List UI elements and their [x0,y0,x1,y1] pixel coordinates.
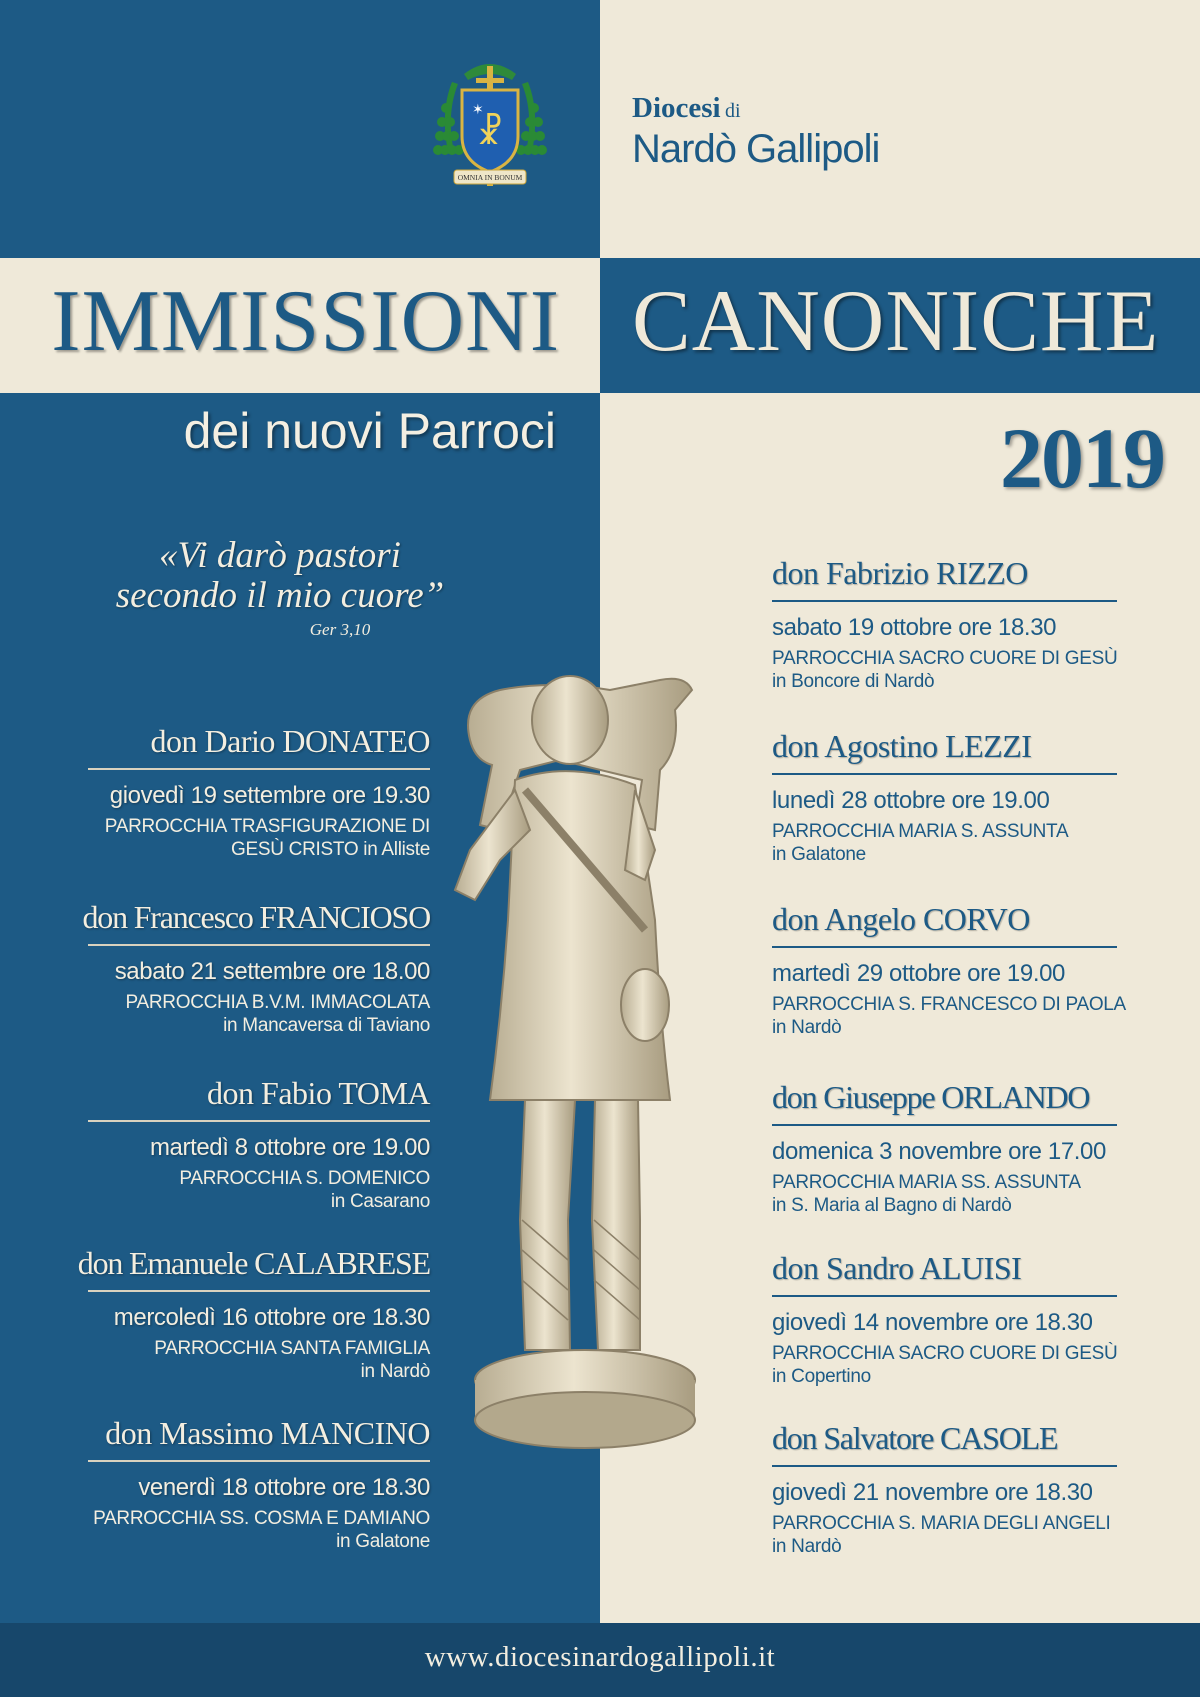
diocese-logo [632,92,952,169]
divider [88,1120,430,1122]
left-entry [20,898,430,1037]
title-immissioni: IMMISSIONI [51,273,560,370]
parish-name: PARROCCHIA S. DOMENICO [179,1168,430,1189]
website-link[interactable]: www.diocesinardogallipoli.it [424,1641,776,1673]
priest-name: don Salvatore CASOLE [772,1420,1058,1456]
ceremony-date: lunedì 28 ottobre ore 19.00 [772,787,1050,814]
parish-name: PARROCCHIA B.V.M. IMMACOLATA [125,992,430,1013]
divider [88,1460,430,1462]
quote-reference: Ger 3,10 [309,620,371,639]
parish-location: in Copertino [772,1366,871,1387]
diocese-name: Nardò Gallipoli [632,127,880,171]
priest-name: don Agostino LEZZI [772,728,1032,764]
right-entry [772,727,1172,866]
parish-name: PARROCCHIA SACRO CUORE DI GESÙ [772,648,1118,669]
parish-location: in Galatone [336,1531,430,1552]
parish-location: in Nardò [772,1536,842,1557]
right-entry [772,554,1172,693]
divider [88,944,430,946]
ceremony-date: domenica 3 novembre ore 17.00 [772,1138,1106,1165]
ceremony-date: mercoledì 16 ottobre ore 18.30 [113,1304,430,1331]
parish-location: in Galatone [772,844,866,865]
parish-name: PARROCCHIA S. MARIA DEGLI ANGELI [772,1513,1111,1534]
svg-text:✶: ✶ [472,102,484,118]
ceremony-date: giovedì 21 novembre ore 18.30 [772,1479,1093,1506]
left-entry [40,1074,430,1213]
ceremony-date: martedì 29 ottobre ore 19.00 [772,960,1065,987]
left-entry [20,1244,430,1383]
divider [88,1290,430,1292]
parish-name: PARROCCHIA SANTA FAMIGLIA [154,1338,430,1359]
scripture-quote [70,536,490,640]
divider [772,1124,1117,1126]
ceremony-date: sabato 19 ottobre ore 18.30 [772,614,1057,641]
ceremony-date: giovedì 19 settembre ore 19.30 [109,782,430,809]
parish-location: in S. Maria al Bagno di Nardò [772,1195,1012,1216]
divider [772,1295,1117,1297]
priest-name: don Massimo MANCINO [105,1415,430,1451]
parish-location: in Mancaversa di Taviano [223,1015,430,1036]
title-canoniche: CANONICHE [632,273,1160,370]
footer-bar [0,1623,1200,1697]
diocese-label: Diocesi [632,92,721,124]
svg-text:☧: ☧ [476,113,504,153]
ceremony-date: venerdì 18 ottobre ore 18.30 [138,1474,430,1501]
divider [772,946,1117,948]
ceremony-date: sabato 21 settembre ore 18.00 [114,958,430,985]
parish-name: PARROCCHIA S. FRANCESCO DI PAOLA [772,994,1126,1015]
right-entry [772,900,1172,1039]
priest-name: don Francesco FRANCIOSO [82,899,430,935]
divider [772,1465,1117,1467]
right-entry [772,1078,1172,1217]
quote-line-2: secondo il mio cuore” [115,575,445,616]
right-entry [772,1419,1172,1558]
divider [772,600,1117,602]
left-entry [40,1414,430,1553]
priest-name: don Fabrizio RIZZO [772,555,1028,591]
ceremony-date: martedì 8 ottobre ore 19.00 [149,1134,430,1161]
parish-name: PARROCCHIA SS. COSMA E DAMIANO [93,1508,430,1529]
priest-name: don Fabio TOMA [207,1075,430,1111]
parish-location: in Nardò [360,1361,430,1382]
priest-name: don Emanuele CALABRESE [77,1245,430,1281]
parish-name: PARROCCHIA SACRO CUORE DI GESÙ [772,1343,1118,1364]
diocese-di: di [725,100,741,122]
parish-name: PARROCCHIA MARIA SS. ASSUNTA [772,1172,1081,1193]
parish-location: in Boncore di Nardò [772,671,935,692]
episcopal-crest-icon [432,52,548,202]
priest-name: don Giuseppe ORLANDO [772,1079,1090,1115]
parish-location: GESÙ CRISTO in Alliste [231,839,430,860]
subtitle: dei nuovi Parroci [183,403,556,459]
priest-name: don Dario DONATEO [150,723,430,759]
ceremony-date: giovedì 14 novembre ore 18.30 [772,1309,1093,1336]
divider [772,773,1117,775]
parish-location: in Nardò [772,1017,842,1038]
good-shepherd-statue [430,660,760,1470]
quote-line-1: «Vi darò pastori [159,535,401,576]
parish-location: in Casarano [330,1191,430,1212]
parish-name: PARROCCHIA MARIA S. ASSUNTA [772,821,1069,842]
divider [88,768,430,770]
parish-name: PARROCCHIA TRASFIGURAZIONE DI [104,816,430,837]
year: 2019 [1000,410,1164,506]
crest-motto: OMNIA IN BONUM [457,173,523,182]
priest-name: don Angelo CORVO [772,901,1030,937]
right-entry [772,1249,1172,1388]
left-entry [40,722,430,861]
priest-name: don Sandro ALUISI [772,1250,1022,1286]
